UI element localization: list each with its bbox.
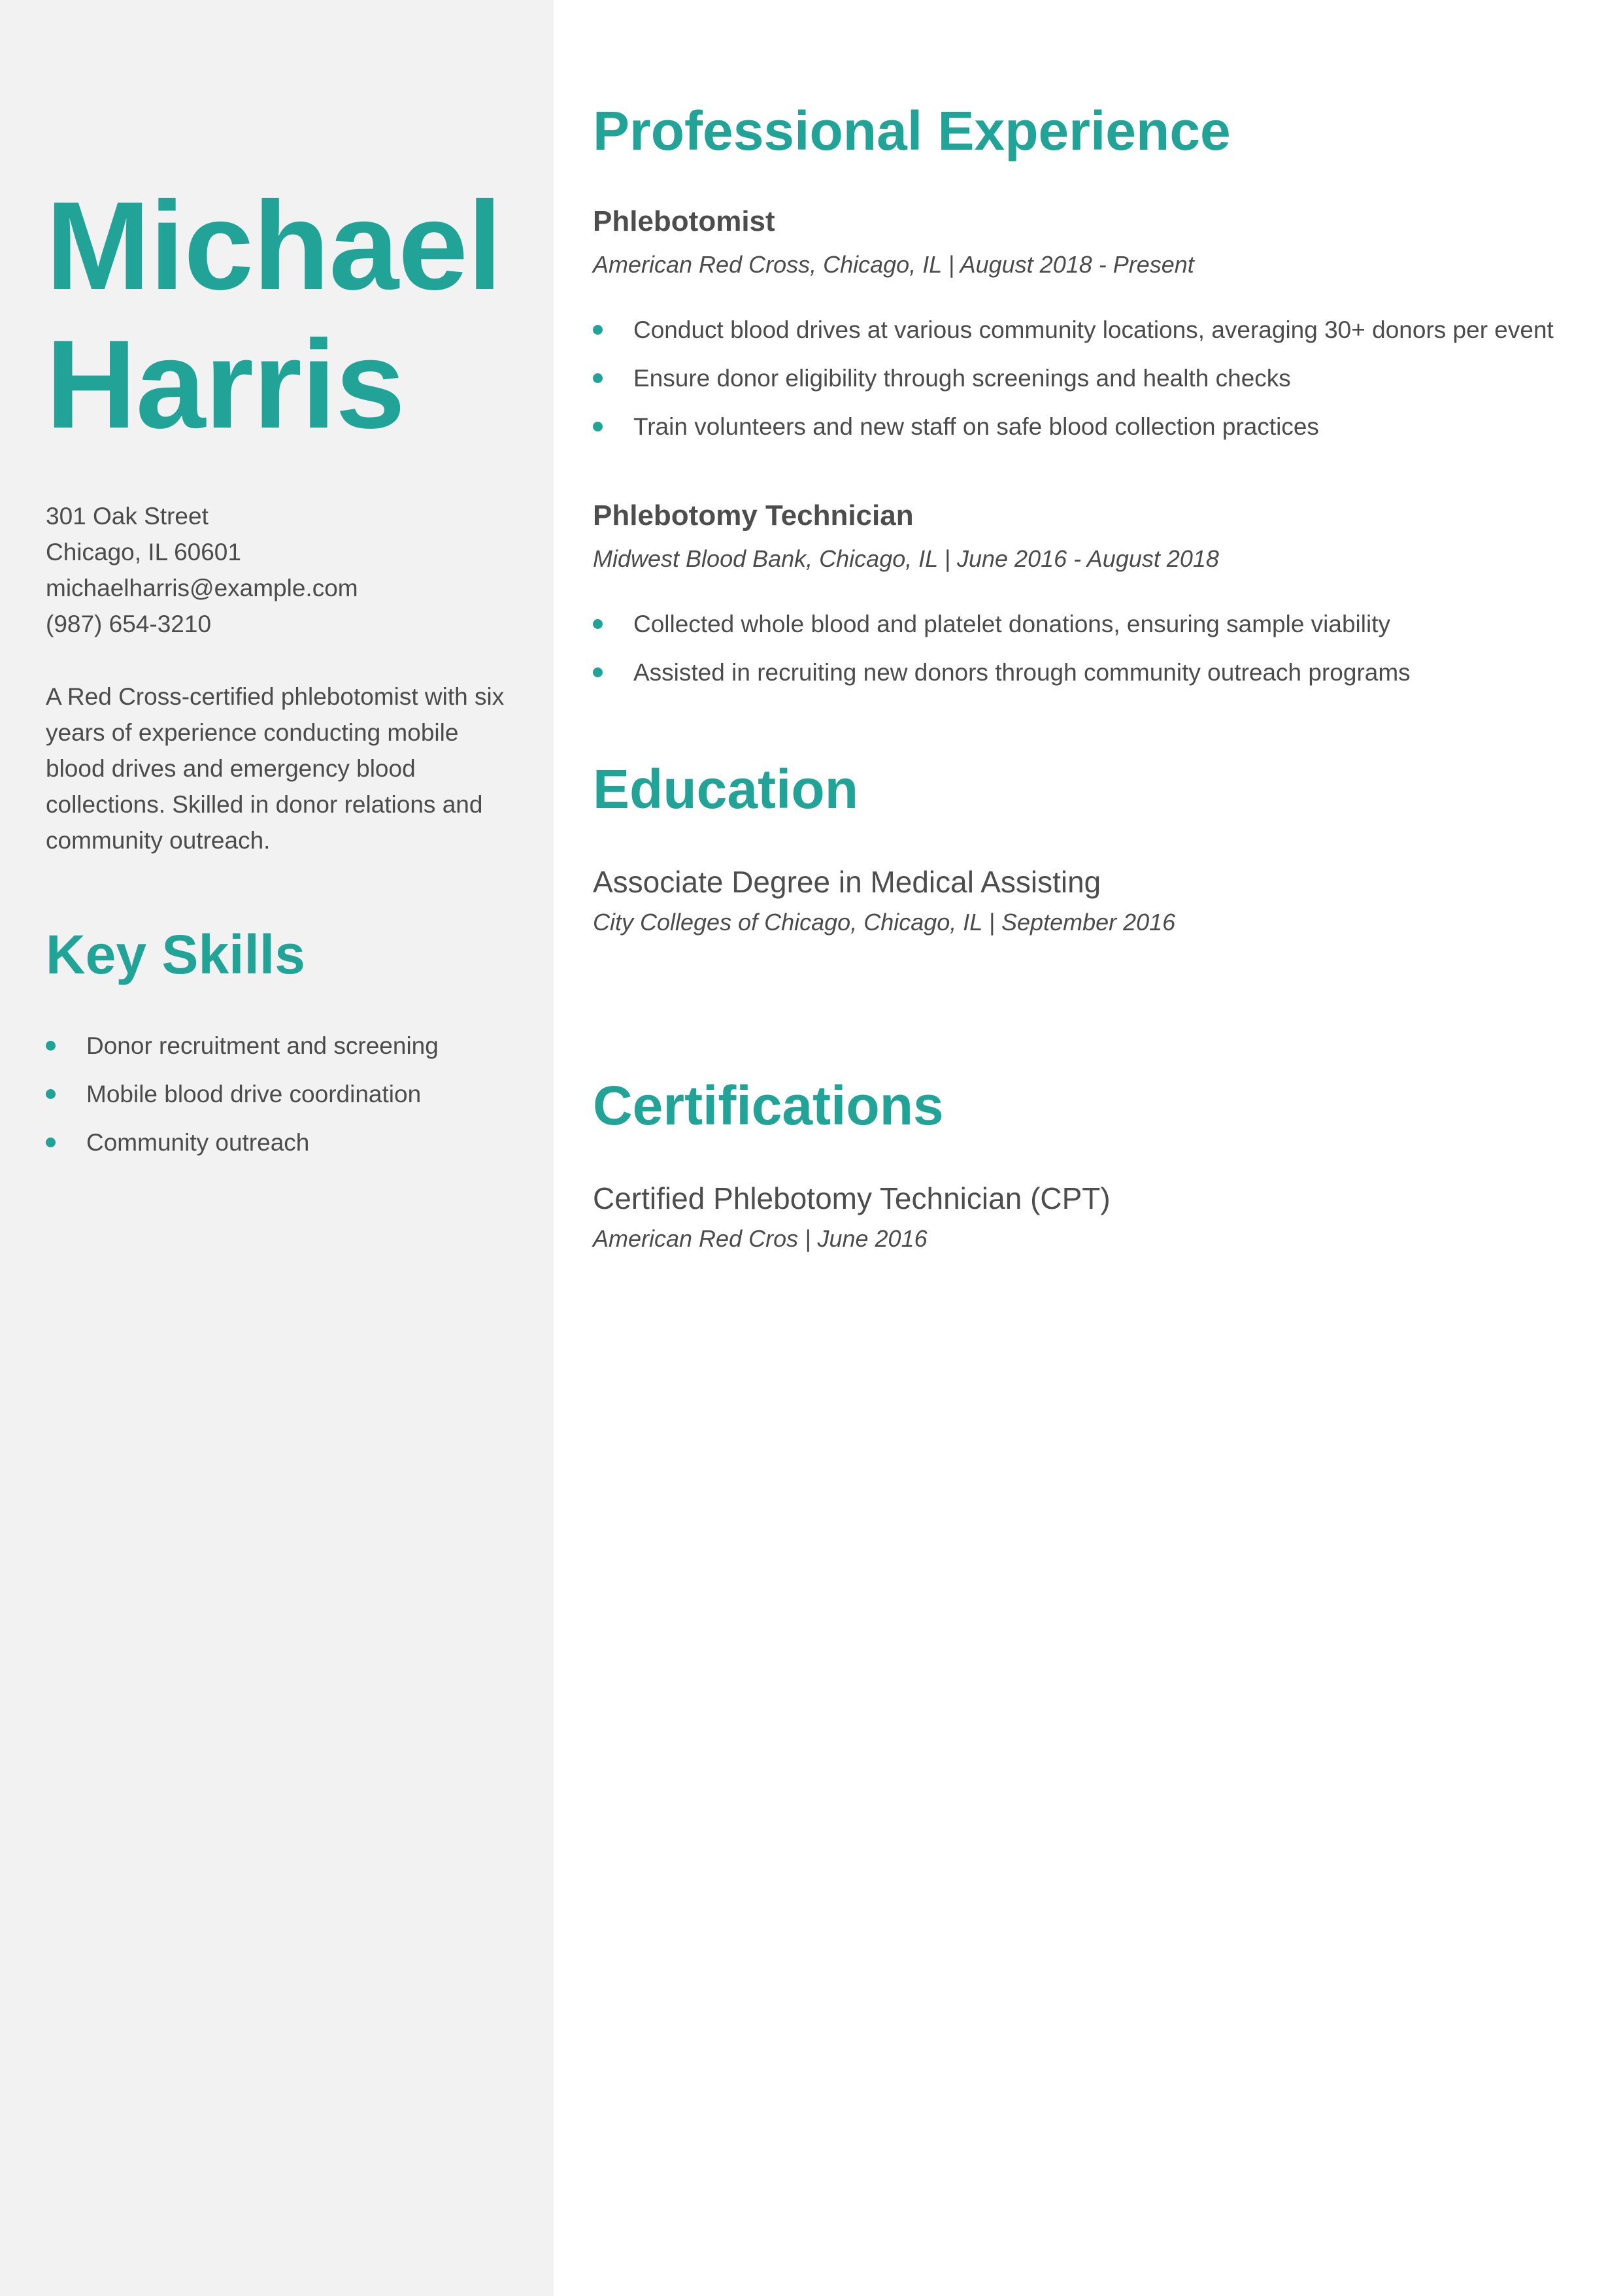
degree-title: Associate Degree in Medical Assisting	[593, 865, 1101, 899]
job-title: Phlebotomist	[593, 205, 775, 237]
job-title: Phlebotomy Technician	[593, 499, 914, 532]
certification-title: Certified Phlebotomy Technician (CPT)	[593, 1181, 1111, 1215]
skill-item: Donor recruitment and screening	[46, 1022, 439, 1070]
profile-summary: A Red Cross-certified phlebotomist with six years of experience conducting mobile blood drives and emergency blood collections. Skilled in donor relations and community outreach.	[46, 683, 505, 854]
job-meta: Midwest Blood Bank, Chicago, IL | June 2016 - August 2018	[593, 545, 1219, 572]
job-bullet: Assisted in recruiting new donors through community outreach programs	[593, 649, 1411, 697]
job-bullet: Train volunteers and new staff on safe blood collection practices	[593, 403, 1554, 451]
skill-item: Community outreach	[46, 1119, 439, 1167]
candidate-name	[46, 177, 501, 454]
sidebar	[0, 0, 554, 2296]
certifications-heading: Certifications	[593, 1075, 944, 1136]
skill-item: Mobile blood drive coordination	[46, 1070, 439, 1119]
job-bullet: Collected whole blood and platelet donations, ensuring sample viability	[593, 600, 1411, 649]
job-bullet: Conduct blood drives at various community locations, averaging 30+ donors per event	[593, 306, 1554, 354]
key-skills-heading: Key Skills	[46, 924, 305, 985]
last-name: Harris	[46, 314, 405, 454]
contact-address: 301 Oak Street	[46, 503, 209, 530]
education-meta: City Colleges of Chicago, Chicago, IL | September 2016	[593, 909, 1176, 936]
key-skills-list	[46, 1022, 439, 1167]
contact-city: Chicago, IL 60601	[46, 539, 241, 566]
first-name: Michael	[46, 175, 502, 316]
contact-phone[interactable]: (987) 654-3210	[46, 611, 212, 637]
job-meta: American Red Cross, Chicago, IL | August 2018 - Present	[593, 251, 1194, 278]
main-content	[554, 0, 1623, 2296]
job-bullets	[593, 600, 1411, 697]
contact-info	[46, 498, 358, 642]
education-heading: Education	[593, 758, 859, 820]
job-bullets	[593, 306, 1554, 451]
experience-heading: Professional Experience	[593, 100, 1231, 161]
job-bullet: Ensure donor eligibility through screenings and health checks	[593, 354, 1554, 403]
contact-email[interactable]: michaelharris@example.com	[46, 575, 358, 601]
certification-meta: American Red Cros | June 2016	[593, 1225, 928, 1252]
